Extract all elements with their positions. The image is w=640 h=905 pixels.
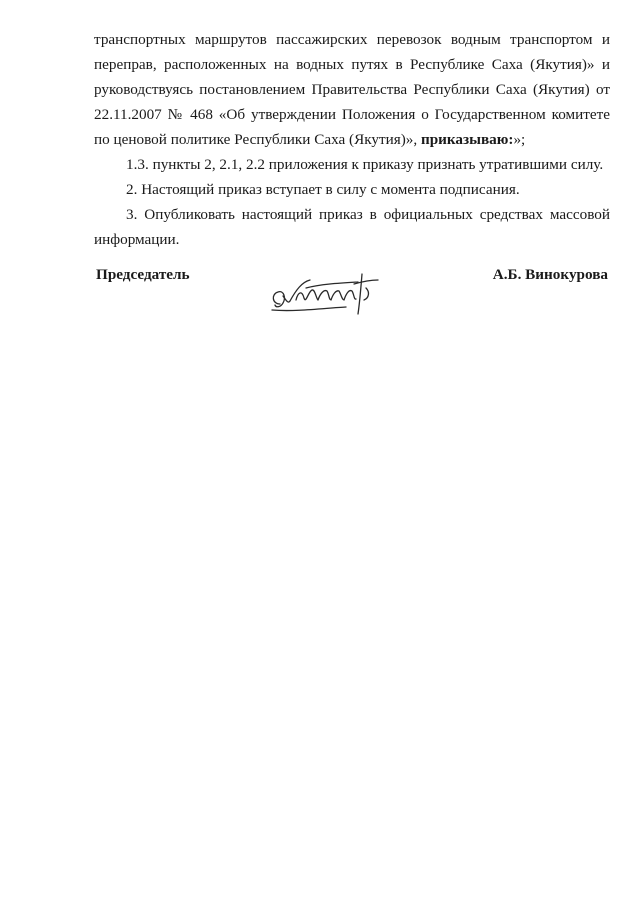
- paragraph-1: [94, 27, 610, 152]
- signature-block: [94, 266, 608, 326]
- paragraph-1-text: транспортных маршрутов пассажирских перевозок водным транспортом и переправ, расположенных на водных путях в Республике Саха (Якутия)» и руководствуясь постановлением Правительства Республики Саха (Якутия) от 22.11.2007 № 468 «Об утверждении Положения о Государственном комитете по ценовой политике Республики Саха (Якутия)»,: [94, 31, 610, 148]
- document-body: [94, 27, 610, 252]
- paragraph-1-closing: »;: [513, 131, 526, 148]
- paragraph-2: 1.3. пункты 2, 2.1, 2.2 приложения к приказу признать утратившими силу.: [126, 156, 604, 173]
- paragraph-3: 2. Настоящий приказ вступает в силу с момента подписания.: [126, 181, 520, 198]
- paragraph-4: 3. Опубликовать настоящий приказ в официальных средствах массовой информации.: [94, 206, 610, 248]
- paragraph-1-bold-text: приказываю:: [420, 131, 514, 148]
- handwritten-signature: [266, 270, 396, 320]
- signatory-name: А.Б. Винокурова: [492, 266, 608, 283]
- signatory-title: Председатель: [96, 266, 190, 283]
